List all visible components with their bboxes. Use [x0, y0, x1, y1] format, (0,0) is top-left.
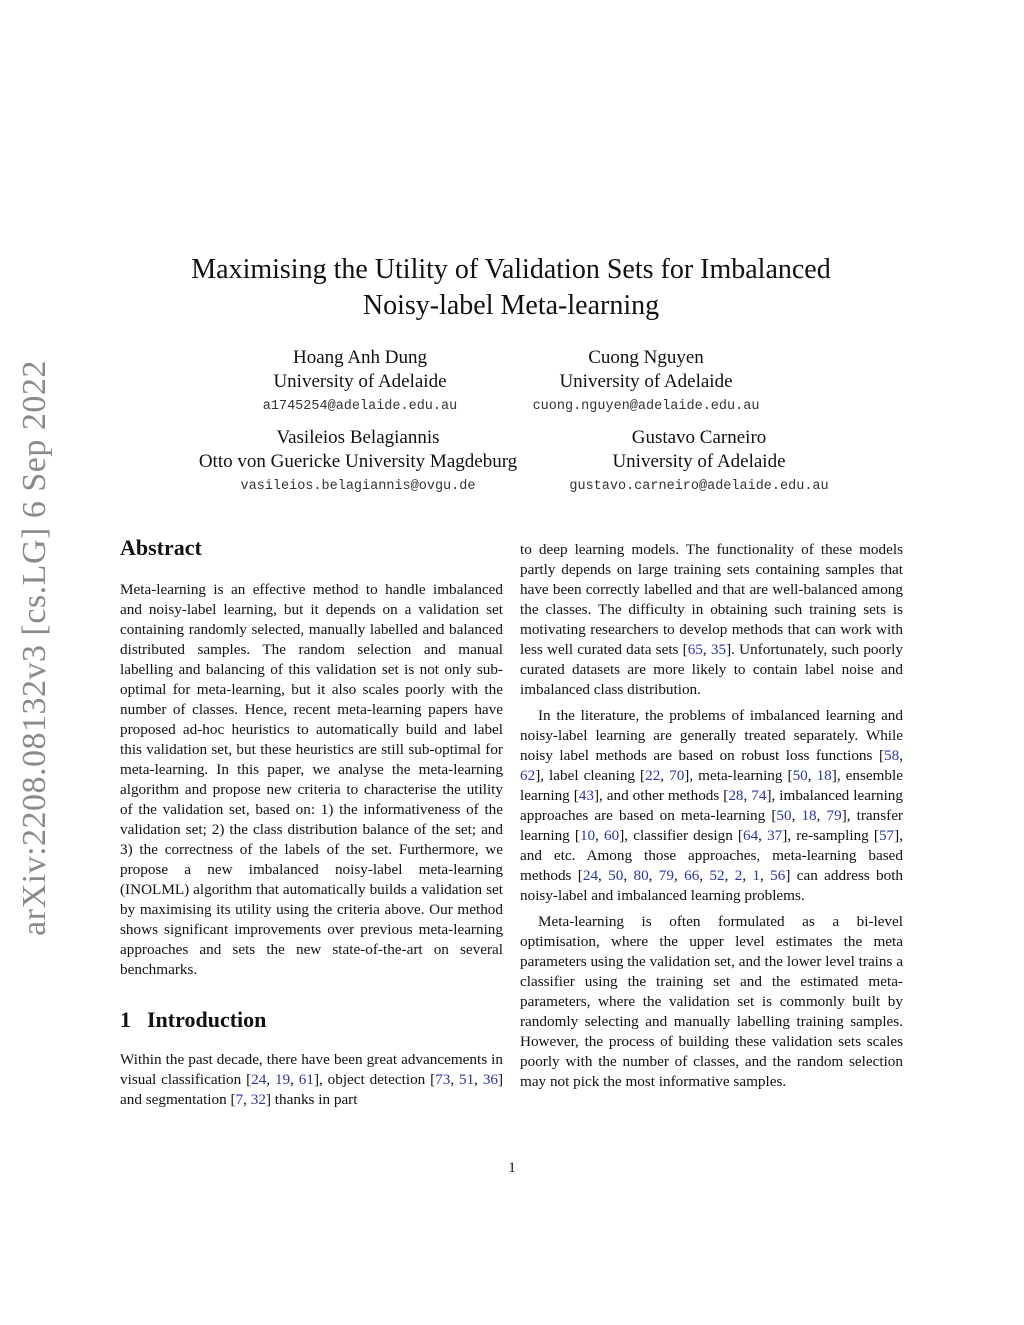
paragraph-text: In the literature, the problems of imbalanced learning and noisy-label learning are generally treated separately. While noisy label methods are based on robust loss functions [	[520, 707, 903, 764]
citation-link[interactable]: 62	[520, 767, 536, 784]
paragraph-text: ], ensemble learning [	[520, 767, 903, 804]
arxiv-identifier: arXiv:2208.08132v3 [cs.LG] 6 Sep 2022	[16, 360, 53, 936]
author-name: Gustavo Carneiro	[631, 427, 767, 448]
citation-link[interactable]: 79	[826, 807, 842, 824]
citation-link[interactable]: 50	[776, 807, 792, 824]
paragraph-text: ], transfer learning [	[520, 807, 903, 844]
section-number: 1	[120, 1007, 131, 1032]
paragraph-text: ], and etc. Among those approaches, meta-learning based methods [	[520, 827, 903, 884]
citation-link[interactable]: 79	[658, 867, 674, 884]
citation-link[interactable]: 74	[751, 787, 767, 804]
paragraph-text: ,	[673, 867, 685, 884]
citation-link[interactable]: 28	[728, 787, 744, 804]
paragraph-text: ,	[899, 747, 903, 764]
page-number: 1	[508, 1160, 516, 1176]
citation-link[interactable]: 73	[435, 1071, 451, 1088]
citation-link[interactable]: 50	[792, 767, 808, 784]
citation-link[interactable]: 50	[608, 867, 624, 884]
paragraph-text: ,	[760, 867, 771, 884]
author-block-4	[540, 426, 858, 496]
author-email: vasileios.belagiannis@ovgu.de	[240, 479, 476, 494]
intro-paragraph-1-continued	[520, 540, 903, 700]
citation-link[interactable]: 19	[274, 1071, 291, 1088]
paragraph-text: ] can address both noisy-label and imbalanced learning problems.	[520, 867, 904, 904]
author-affiliation: University of Adelaide	[273, 371, 447, 392]
author-email: a1745254@adelaide.edu.au	[262, 399, 458, 414]
paragraph-text: to deep learning models. The functionality of these models partly depends on large training sets containing samples that have been correctly labelled and that are well-balanced among the classes. The difficulty in obtaining such training sets is motivating researchers to develop methods that can work with less well curated data sets [	[520, 541, 903, 658]
paragraph-text: ,	[598, 867, 609, 884]
author-name: Vasileios Belagiannis	[276, 427, 440, 448]
title-line-1: Maximising the Utility of Validation Sets for Imbalanced	[191, 254, 831, 285]
paragraph-text: ,	[742, 867, 753, 884]
paragraph-text: ,	[816, 807, 827, 824]
paragraph-text: ,	[660, 767, 670, 784]
citation-link[interactable]: 66	[684, 867, 700, 884]
author-block-1	[240, 346, 480, 416]
citation-link[interactable]: 51	[458, 1071, 475, 1088]
intro-paragraph-1	[120, 1050, 503, 1110]
paragraph-text: ], re-sampling [	[782, 827, 879, 844]
citation-link[interactable]: 24	[582, 867, 599, 884]
citation-link[interactable]: 24	[251, 1071, 267, 1088]
citation-link[interactable]: 64	[742, 827, 759, 844]
citation-link[interactable]: 37	[767, 827, 783, 844]
introduction-heading	[120, 1006, 503, 1034]
paragraph-text: ,	[450, 1071, 459, 1088]
paragraph-text: ], object detection [	[313, 1071, 436, 1088]
citation-link[interactable]: 18	[801, 807, 817, 824]
paragraph-text: ], imbalanced learning approaches are based on meta-learning [	[520, 787, 903, 824]
citation-link[interactable]: 32	[250, 1091, 266, 1108]
author-block-3	[168, 426, 548, 496]
paragraph-text: ,	[648, 867, 659, 884]
citation-link[interactable]: 61	[298, 1071, 314, 1088]
paragraph-text: ,	[243, 1091, 251, 1108]
author-affiliation: University of Adelaide	[612, 451, 786, 472]
paragraph-text: ,	[724, 867, 735, 884]
paragraph-text: ,	[290, 1071, 299, 1088]
citation-link[interactable]: 57	[878, 827, 895, 844]
citation-link[interactable]: 56	[770, 867, 786, 884]
section-title: Introduction	[147, 1007, 267, 1032]
intro-paragraph-2	[520, 706, 903, 906]
paragraph-text: ], meta-learning [	[684, 767, 793, 784]
citation-link[interactable]: 2	[734, 867, 743, 884]
paragraph-text: ,	[807, 767, 817, 784]
citation-link[interactable]: 22	[645, 767, 661, 784]
paragraph-text: ]. Unfortunately, such poorly curated datasets are more likely to contain label noise and imbalanced class distribution.	[520, 641, 903, 698]
paragraph-text: ], and other methods [	[593, 787, 729, 804]
author-email: gustavo.carneiro@adelaide.edu.au	[569, 479, 829, 494]
paragraph-text: ], label cleaning [	[535, 767, 646, 784]
author-name: Cuong Nguyen	[588, 347, 704, 368]
citation-link[interactable]: 60	[604, 827, 620, 844]
paragraph-text: ,	[595, 827, 605, 844]
citation-link[interactable]: 1	[752, 867, 761, 884]
citation-link[interactable]: 35	[710, 641, 727, 658]
paragraph-text: ] and segmentation [	[120, 1071, 504, 1108]
paragraph-text: ,	[266, 1071, 275, 1088]
citation-link[interactable]: 52	[709, 867, 725, 884]
paragraph-text: ,	[699, 867, 710, 884]
citation-link[interactable]: 18	[816, 767, 832, 784]
paper-title	[150, 252, 872, 324]
paragraph-text: ] thanks in part	[265, 1091, 358, 1108]
author-name: Hoang Anh Dung	[292, 347, 428, 368]
citation-link[interactable]: 80	[633, 867, 649, 884]
left-column	[120, 534, 503, 1110]
citation-link[interactable]: 70	[669, 767, 685, 784]
right-column	[520, 540, 903, 1092]
citation-link[interactable]: 43	[578, 787, 594, 804]
abstract-text: Meta-learning is an effective method to handle imbalanced and noisy-label learning, but it depends on a validation set containing randomly selected, manually labelled and balanced distributed samples. The random selection and manual labelling and balancing of this validation set is not only sub-optimal for meta-learning, but it also scales poorly with the number of classes. Hence, recent meta-learning papers have proposed ad-hoc heuristics to automatically build and label this validation set, but these heuristics are still sub-optimal for meta-learning. In this paper, we analyse the meta-learning algorithm and propose new criteria to characterise the utility of the validation set, based on: 1) the informativeness of the validation set; 2) the class distribution balance of the set; and 3) the correctness of the labels of the set. Furthermore, we propose a new imbalanced noisy-label meta-learning (INOLML) algorithm that automatically builds a validation set by maximising its utility using the criteria above. Our method shows significant improvements over previous meta-learning approaches and sets the new state-of-the-art on several benchmarks.	[120, 581, 503, 978]
citation-link[interactable]: 10	[579, 827, 596, 844]
citation-link[interactable]: 7	[235, 1091, 244, 1108]
paragraph-text: ,	[623, 867, 634, 884]
author-affiliation: Otto von Guericke University Magdeburg	[198, 451, 518, 472]
paragraph-text: ,	[743, 787, 752, 804]
author-block-2	[496, 346, 796, 416]
paragraph-text: ,	[791, 807, 802, 824]
citation-link[interactable]: 36	[482, 1071, 498, 1088]
paragraph-text: ,	[758, 827, 768, 844]
paragraph-text: Within the past decade, there have been great advancements in visual classification [	[120, 1051, 503, 1088]
arxiv-stamp	[0, 0, 70, 1325]
paragraph-text: ], classifier design [	[619, 827, 743, 844]
title-line-2: Noisy-label Meta-learning	[362, 290, 660, 321]
author-affiliation: University of Adelaide	[559, 371, 733, 392]
paragraph-text: ,	[702, 641, 711, 658]
paragraph-text: ,	[474, 1071, 483, 1088]
author-email: cuong.nguyen@adelaide.edu.au	[532, 399, 760, 414]
intro-paragraph-3: Meta-learning is often formulated as a bi-level optimisation, where the upper level estimates the meta parameters using the validation set, and the lower level trains a classifier using the training set and the estimated meta-parameters, where the validation set is commonly built by randomly selecting and manually labelling training samples. However, the process of building these validation sets scales poorly with the number of classes, and the random selection may not pick the most informative samples.	[520, 913, 903, 1090]
abstract-heading: Abstract	[120, 535, 202, 560]
citation-link[interactable]: 58	[884, 747, 900, 764]
citation-link[interactable]: 65	[687, 641, 703, 658]
